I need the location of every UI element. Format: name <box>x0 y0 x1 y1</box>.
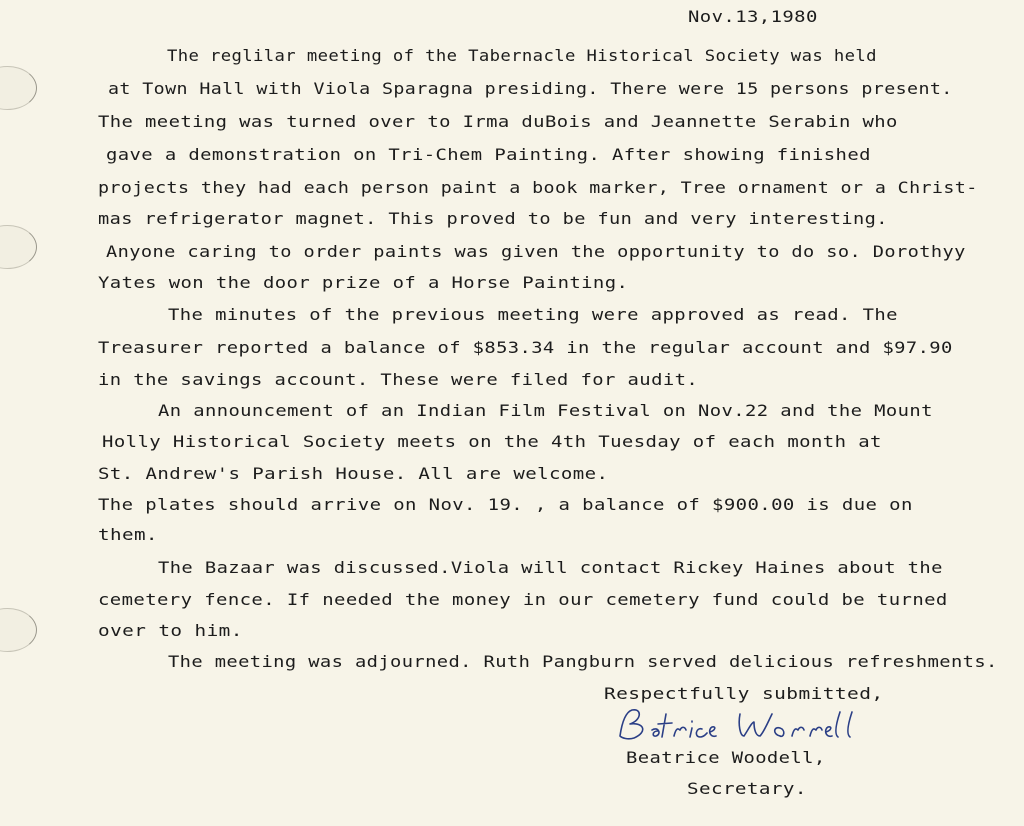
body-line: over to him. <box>98 621 243 640</box>
punch-hole <box>0 608 37 652</box>
body-line: them. <box>98 525 158 544</box>
body-line: The reglilar meeting of the Tabernacle Historical Society was held <box>167 46 877 65</box>
handwritten-signature <box>612 700 862 754</box>
body-line: mas refrigerator magnet. This proved to be fun and very interesting. <box>98 209 888 228</box>
signer-name: Beatrice Woodell, <box>626 748 826 767</box>
body-line: St. Andrew's Parish House. All are welcome. <box>98 464 609 483</box>
punch-hole <box>0 66 37 110</box>
document-date: Nov.13,1980 <box>688 7 818 26</box>
body-line: The meeting was adjourned. Ruth Pangburn served delicious refreshments. <box>168 652 998 671</box>
punch-hole <box>0 225 37 269</box>
body-line: The Bazaar was discussed.Viola will contact Rickey Haines about the <box>158 558 943 577</box>
body-line: The plates should arrive on Nov. 19. , a balance of $900.00 is due on <box>98 495 913 514</box>
signer-title: Secretary. <box>687 779 807 798</box>
body-line: The minutes of the previous meeting were approved as read. The <box>168 305 898 324</box>
body-line: at Town Hall with Viola Sparagna presiding. There were 15 persons present. <box>108 79 953 98</box>
body-line: Anyone caring to order paints was given the opportunity to do so. Dorothyy <box>106 242 966 261</box>
body-line: An announcement of an Indian Film Festival on Nov.22 and the Mount <box>158 401 933 420</box>
body-line: Yates won the door prize of a Horse Painting. <box>98 273 629 292</box>
body-line: The meeting was turned over to Irma duBois and Jeannette Serabin who <box>98 112 898 131</box>
body-line: gave a demonstration on Tri-Chem Painting. After showing finished <box>106 145 871 164</box>
body-line: projects they had each person paint a book marker, Tree ornament or a Christ- <box>98 178 978 197</box>
body-line: Holly Historical Society meets on the 4th Tuesday of each month at <box>102 432 882 451</box>
body-line: cemetery fence. If needed the money in our cemetery fund could be turned <box>98 590 948 609</box>
body-line: in the savings account. These were filed for audit. <box>98 370 699 389</box>
closing-line: Respectfully submitted, <box>604 684 884 703</box>
body-line: Treasurer reported a balance of $853.34 in the regular account and $97.90 <box>98 338 953 357</box>
